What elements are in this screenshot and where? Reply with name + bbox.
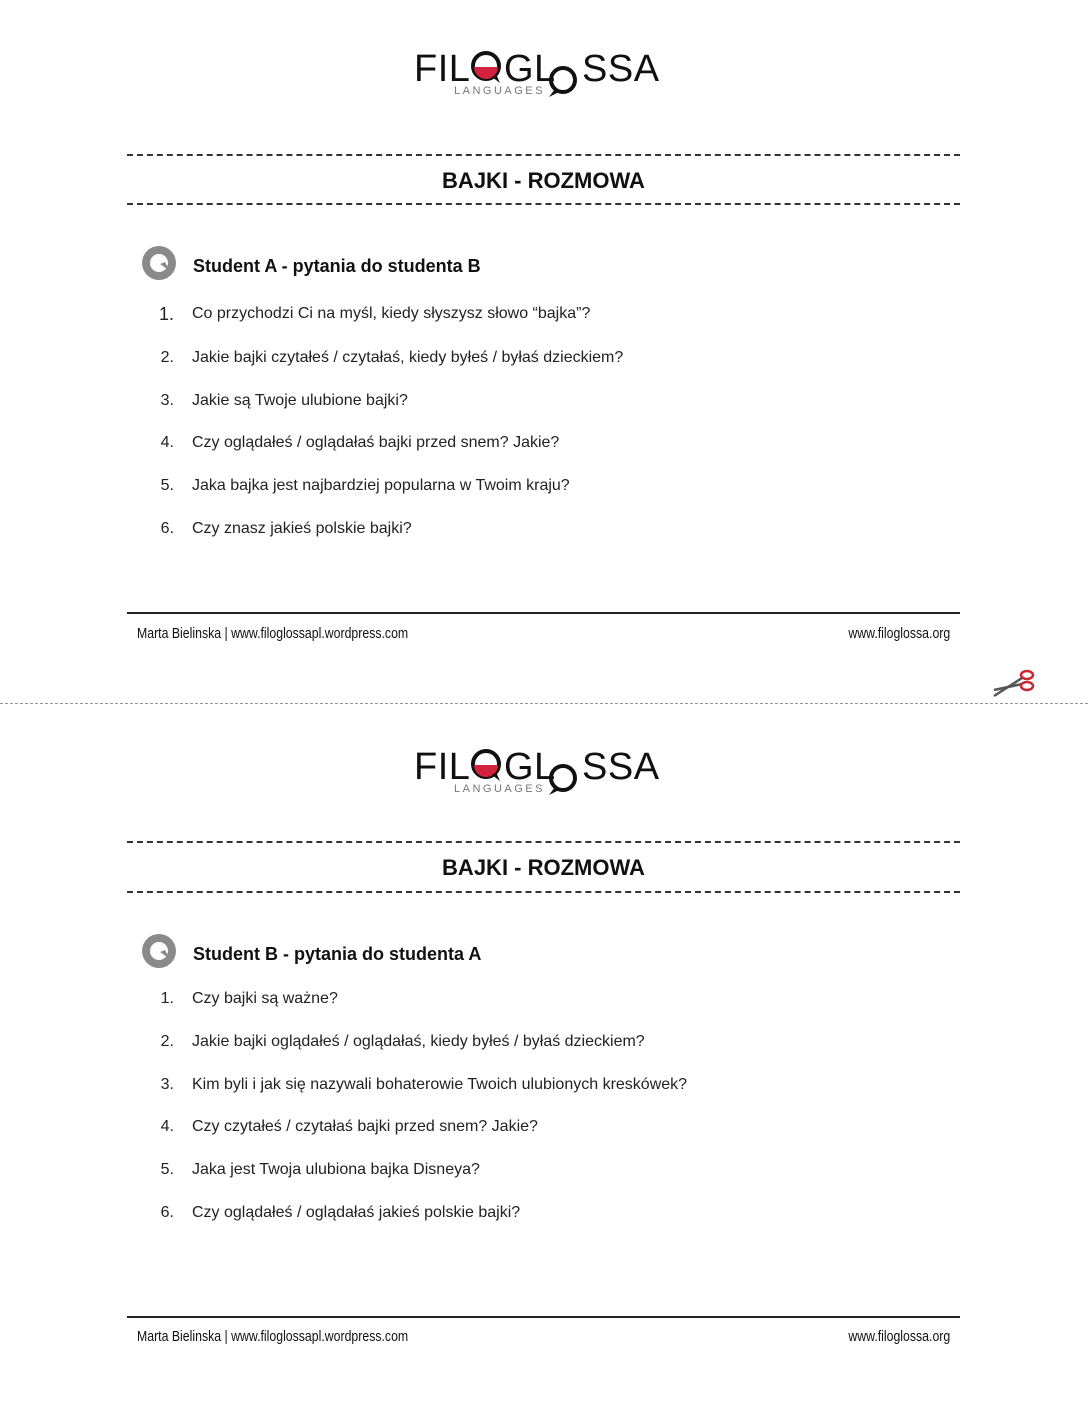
list-item [150,476,950,500]
question-number: 4. [160,434,174,451]
question-text: Czy znasz jakieś polskie bajki? [192,520,412,537]
question-text: Jakie bajki czytałeś / czytałaś, kiedy byłeś / byłaś dzieckiem? [192,349,624,366]
question-text: Jaka jest Twoja ulubiona bajka Disneya? [192,1161,480,1178]
logo-flag-bubble-icon [470,50,504,84]
logo-bubble-icon [547,762,581,796]
list-item [150,1117,950,1141]
footer-divider [127,1316,960,1318]
scissors-icon [990,664,1036,700]
page-title: BAJKI - ROZMOWA [442,168,645,193]
question-number: 5. [160,477,174,494]
logo-text-ssa: SSA [582,746,660,788]
question-text: Kim byli i jak się nazywali bohaterowie Twoich ulubionych kreskówek? [192,1076,688,1093]
list-item [150,391,950,415]
speech-bubble-icon [140,932,178,970]
list-item [150,989,950,1013]
speech-bubble-icon [140,244,178,282]
question-text: Czy bajki są ważne? [192,990,338,1007]
title-divider-bottom [127,203,960,205]
question-number: 4. [160,1118,174,1135]
list-item [150,433,950,457]
question-text: Czy oglądałeś / oglądałaś bajki przed snem? Jakie? [192,434,560,451]
list-item [150,1203,950,1227]
list-item [150,348,950,372]
logo-tagline: LANGUAGES [454,783,545,795]
question-text: Jakie bajki oglądałeś / oglądałaś, kiedy byłeś / byłaś dzieckiem? [192,1033,645,1050]
question-text: Jaka bajka jest najbardziej popularna w Twoim kraju? [192,477,570,494]
question-text: Jakie są Twoje ulubione bajki? [192,392,408,409]
page-title: BAJKI - ROZMOWA [442,855,645,880]
list-item [150,1075,950,1099]
title-divider-bottom [127,891,960,893]
list-item [150,304,950,328]
question-number: 1. [158,304,174,324]
logo-bubble-icon [547,64,581,98]
section-heading: Student B - pytania do studenta A [193,944,482,964]
list-item [150,519,950,543]
footer-author: Marta Bielinska | www.filoglossapl.wordpress.com [137,1328,409,1345]
question-text: Czy czytałeś / czytałaś bajki przed snem? Jakie? [192,1118,538,1135]
cut-line [0,703,1088,704]
question-number: 2. [160,1033,174,1050]
question-number: 6. [160,520,174,537]
logo-tagline: LANGUAGES [454,85,545,97]
question-number: 3. [160,1076,174,1093]
list-item [150,1160,950,1184]
footer-website: www.filoglossa.org [848,1328,950,1345]
footer-divider [127,612,960,614]
logo [414,748,676,798]
question-number: 3. [160,392,174,409]
logo-text-fil: FIL [414,746,471,788]
question-text: Czy oglądałeś / oglądałaś jakieś polskie bajki? [192,1204,521,1221]
question-number: 1. [160,990,174,1007]
logo-flag-bubble-icon [470,748,504,782]
footer-author: Marta Bielinska | www.filoglossapl.wordpress.com [137,625,409,642]
question-number: 6. [160,1204,174,1221]
logo-text-gl: GL [504,746,556,788]
logo-text-ssa: SSA [582,48,660,90]
list-item [150,1032,950,1056]
question-text: Co przychodzi Ci na myśl, kiedy słyszysz słowo “bajka”? [192,305,591,322]
question-number: 2. [160,349,174,366]
section-heading: Student A - pytania do studenta B [193,256,481,276]
title-divider-top [127,841,960,843]
logo-text-gl: GL [504,48,556,90]
title-divider-top [127,154,960,156]
logo [414,50,676,100]
question-number: 5. [160,1161,174,1178]
footer-website: www.filoglossa.org [848,625,950,642]
logo-text-fil: FIL [414,48,471,90]
